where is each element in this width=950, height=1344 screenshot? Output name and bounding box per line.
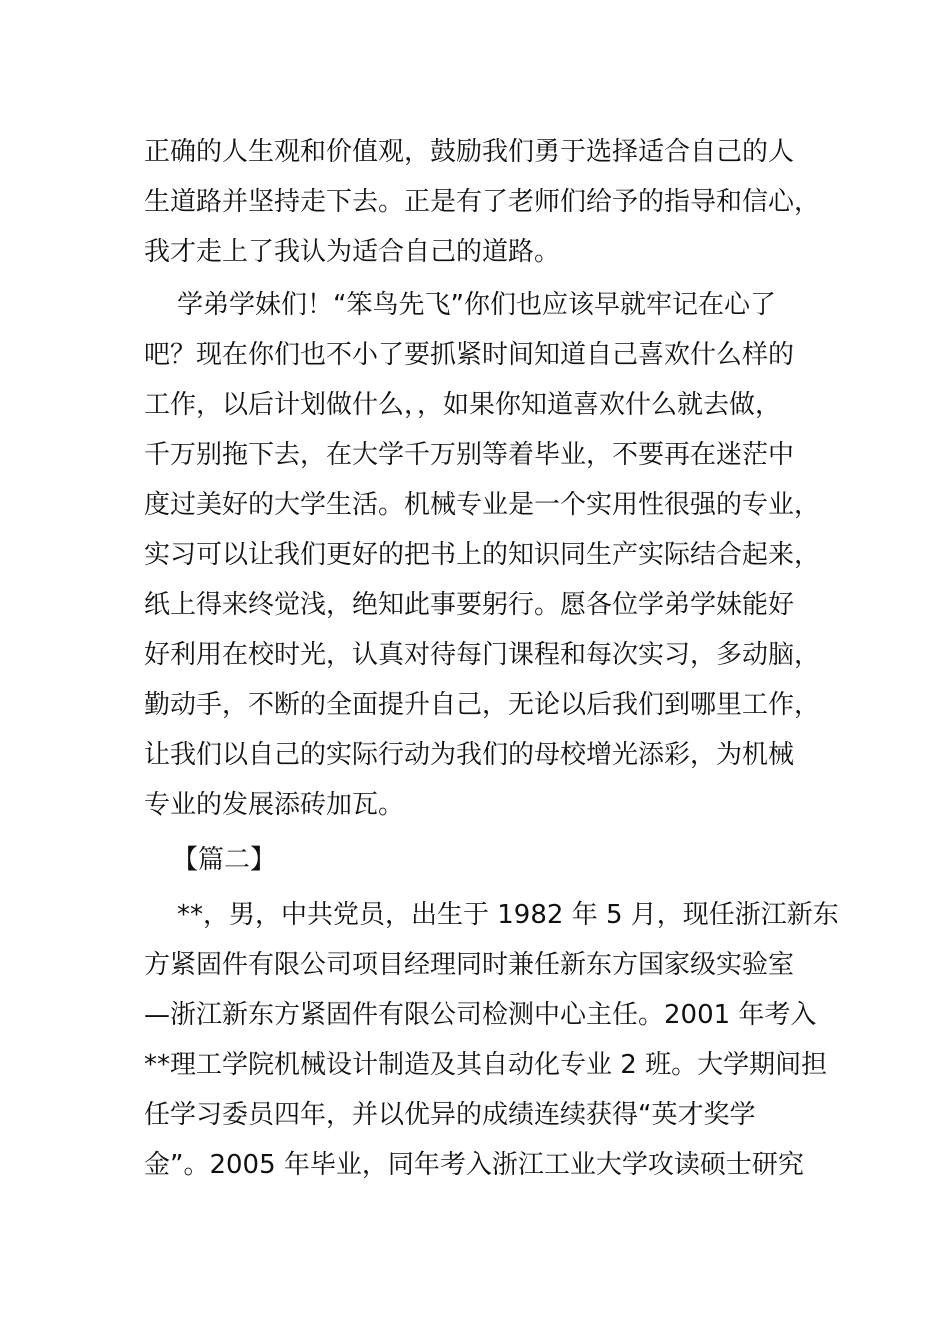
paragraph-3-line-6: 金”。2005 年毕业，同年考入浙江工业大学攻读硕士研究	[144, 1150, 804, 1180]
paragraph-1-line-2: 生道路并坚持走下去。正是有了老师们给予的指导和信心，	[144, 187, 821, 217]
paragraph-1-line-3: 我才走上了我认为适合自己的道路。	[144, 237, 561, 267]
paragraph-3-line-4: **理工学院机械设计制造及其自动化专业 2 班。大学期间担	[144, 1050, 828, 1080]
paragraph-2-line-1: 学弟学妹们！“笨鸟先飞”你们也应该早就牢记在心了	[177, 290, 776, 320]
paragraph-2-line-5: 度过美好的大学生活。机械专业是一个实用性很强的专业，	[144, 490, 821, 520]
paragraph-3-line-2: 方紧固件有限公司项目经理同时兼任新东方国家级实验室	[144, 950, 795, 980]
section-heading: 【篇二】	[172, 845, 277, 875]
paragraph-1-line-1: 正确的人生观和价值观，鼓励我们勇于选择适合自己的人	[144, 137, 795, 167]
paragraph-3-line-5: 任学习委员四年，并以优异的成绩连续获得“英才奖学	[144, 1100, 756, 1130]
paragraph-2-line-4: 千万别拖下去，在大学千万别等着毕业，不要再在迷茫中	[144, 440, 795, 470]
paragraph-2-line-6: 实习可以让我们更好的把书上的知识同生产实际结合起来，	[144, 540, 821, 570]
paragraph-2-line-2: 吧？现在你们也不小了要抓紧时间知道自己喜欢什么样的	[144, 340, 795, 370]
paragraph-2-line-3: 工作，以后计划做什么，，如果你知道喜欢什么就去做，	[144, 390, 782, 420]
paragraph-2-line-8: 好利用在校时光，认真对待每门课程和每次实习，多动脑，	[144, 640, 821, 670]
paragraph-2-line-7: 纸上得来终觉浅，绝知此事要躬行。愿各位学弟学妹能好	[144, 590, 795, 620]
paragraph-2-line-10: 让我们以自己的实际行动为我们的母校增光添彩，为机械	[144, 740, 795, 770]
paragraph-3-line-3: —浙江新东方紧固件有限公司检测中心主任。2001 年考入	[144, 1000, 817, 1030]
paragraph-2-line-11: 专业的发展添砖加瓦。	[144, 790, 405, 820]
paragraph-2-line-9: 勤动手，不断的全面提升自己，无论以后我们到哪里工作，	[144, 690, 821, 720]
paragraph-3-line-1: **，男，中共党员，出生于 1982 年 5 月，现任浙江新东	[177, 900, 839, 930]
